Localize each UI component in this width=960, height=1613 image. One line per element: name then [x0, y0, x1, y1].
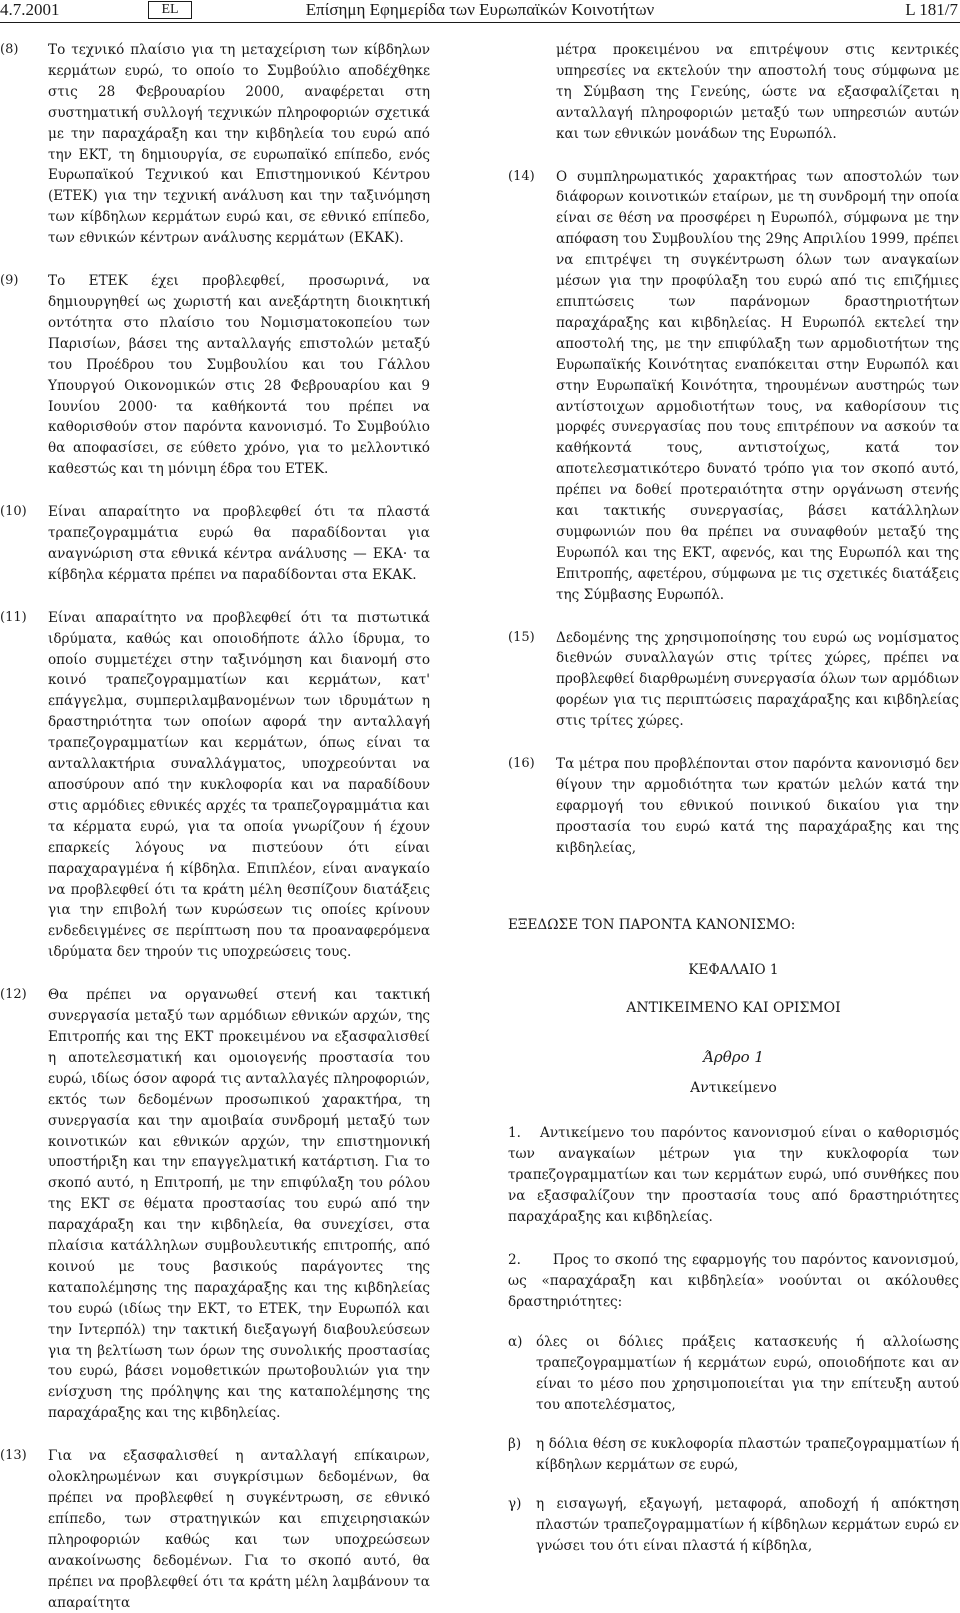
- left-column: [0, 40, 430, 1613]
- recital-text: Το τεχνικό πλαίσιο για τη μεταχείριση των κίβδηλων κερμάτων ευρώ, το οποίο το Συμβούλιο αποδέχθηκε στις 28 Φεβρουαρίου 2000, αναφέρεται στη συστηματική συλλογή τεχνικών πληροφοριών σχετικά με την παραχάραξη και την κιβδηλεία του ευρώ από την ΕΚΤ, τη δημιουργία, σε ευρωπαϊκό επίπεδο, ενός Ευρωπαϊκού Τεχνικού και Επιστημονικού Κέντρου (ΕΤΕΚ) για την τεχνική ανάλυση και την ταξινόμηση των κίβδηλων κερμάτων ευρώ και, σε εθνικό επίπεδο, των εθνικών κέντρων ανάλυσης κερμάτων (ΕΚΑΚ).: [48, 42, 430, 247]
- article-number: Άρθρο 1: [703, 1048, 764, 1067]
- article-paragraph-2: 2. Προς το σκοπό της εφαρμογής του παρόντος κανονισμού, ως «παραχάραξη και κιβδηλεία» νοούνται οι ακόλουθες δραστηριότητες:: [508, 1251, 959, 1310]
- recital-number: (14): [508, 168, 535, 184]
- recital-15: [508, 628, 959, 733]
- recital-text: Είναι απαραίτητο να προβλεφθεί ότι τα πιστωτικά ιδρύματα, καθώς και οποιοδήποτε άλλο ίδρυμα, το οποίο συμμετέχει στην ταξινόμηση και διανομή στο κοινό τραπεζογραμματίων και κερμάτων, κατ' επάγγελμα, συμπεριλαμβανομένων των ιδρυμάτων η δραστηριότητα των οποίων αφορά την ανταλλαγή τραπεζογραμματίων και κερμάτων, όπως είναι τα ανταλλακτήρια συναλλάγματος, υποχρεούνται να αποσύρουν από την κυκλοφορία και να παραδίδουν στις αρμόδιες εθνικές αρχές τα τραπεζογραμμάτια και τα κέρματα ευρώ, για τα οποία γνωρίζουν ή έχουν επαρκείς λόγους να πιστεύουν ότι είναι παραχαραγμένα ή κίβδηλα. Επιπλέον, είναι αναγκαίο να προβλεφθεί ότι τα κράτη μέλη θεσπίζουν διατάξεις για την επιβολή των κυρώσεων τις οποίες κρίνουν ενδεδειγμένες σε περίπτωση που τα προαναφερόμενα ιδρύματα δεν τηρούν τις υποχρεώσεις τους.: [48, 609, 430, 961]
- chapter-number: ΚΕΦΑΛΑΙΟ 1: [688, 961, 779, 978]
- recital-16: [508, 754, 959, 859]
- enacting-formula: ΕΞΕΔΩΣΕ ΤΟΝ ΠΑΡΟΝΤΑ ΚΑΝΟΝΙΣΜΟ:: [508, 916, 796, 933]
- recital-text: μέτρα προκειμένου να επιτρέψουν στις κεντρικές υπηρεσίες να εκτελούν την αποστολή τους σύμφωνα με τη Σύμβαση της Γενεύης, ώστε να εξασφαλίζεται η ανταλλαγή πληροφοριών μεταξύ των υπηρεσιών αυτών και των εθνικών μονάδων της Ευρωπόλ.: [556, 42, 959, 142]
- journal-title: Επίσημη Εφημερίδα των Ευρωπαϊκών Κοινοτήτων: [305, 0, 655, 19]
- list-item-c: [508, 1494, 959, 1557]
- article-title: Αντικείμενο: [690, 1080, 777, 1097]
- recital-text: Δεδομένης της χρησιμοποίησης του ευρώ ως νομίσματος διεθνών συναλλαγών στις τρίτες χώρες, πρέπει να προβλεφθεί διαρθρωμένη συνεργασία όλων των αρμόδιων φορέων για τις περιπτώσεις παραχάραξης και κιβδηλείας στις τρίτες χώρες.: [556, 629, 959, 730]
- header-rule: [0, 22, 960, 23]
- recital-number: (9): [0, 273, 19, 289]
- recital-text: Θα πρέπει να οργανωθεί στενή και τακτική συνεργασία μεταξύ των αρμόδιων εθνικών αρχών, της Επιτροπής και της ΕΚΤ προκειμένου να εξασφαλισθεί η αποτελεσματική και ομοιογενής προστασία του ευρώ, ιδίως όσον αφορά τις ανταλλαγές πληροφοριών, εκτός των δεδομένων προσωπικού χαρακτήρα, τη συνεργασία και την αμοιβαία συνδρομή μεταξύ των κοινοτικών και εθνικών αρχών, την επιστημονική υποστήριξη και την επαγγελματική κατάρτιση. Για το σκοπό αυτό, η Επιτροπή, με την επιφύλαξη του ρόλου της ΕΚΤ σε θέματα προστασίας του ευρώ από την παραχάραξη και την κιβδηλεία, θα συνεχίσει, στα πλαίσια κατάλληλων συμβουλευτικής επιτροπής, από κοινού με τους βασικούς παράγοντες της καταπολέμησης της παραχάραξης και της κιβδηλείας του ευρώ (ιδίως την ΕΚΤ, το ΕΤΕΚ, την Ευρωπόλ και την Ιντερπόλ) την τακτική διεξαγωγή διαβουλεύσεων για τη βελτίωση των όρων της συνολικής προστασίας του ευρώ, βάσει νομοθετικών πρωτοβουλιών για την ενίσχυση της πρόληψης και της καταπολέμησης της παραχάραξης και της κιβδηλείας.: [48, 987, 430, 1422]
- list-item-label: α): [508, 1334, 523, 1351]
- recital-text: Για να εξασφαλισθεί η ανταλλαγή επίκαιρων, ολοκληρωμένων και συγκρίσιμων δεδομένων, θα πρέπει να προβλεφθεί η συγκέντρωση, σε εθνικό επίπεδο, των στρατηγικών και επιχειρησιακών πληροφοριών καθώς και των υποχρεώσεων ανακοίνωσης δεδομένων. Για το σκοπό αυτό, θα πρέπει να προβλεφθεί ότι τα κράτη μέλη λαμβάνουν τα απαραίτητα: [48, 1448, 430, 1611]
- recital-12: [0, 985, 430, 1424]
- list-item-text: όλες οι δόλιες πράξεις κατασκευής ή αλλοίωσης τραπεζογραμματίων ή κερμάτων ευρώ, οποιοδήποτε και αν είναι το μέσο που χρησιμοποιείται για την επίτευξη αυτού του αποτελέσματος,: [536, 1334, 959, 1414]
- page-header: [0, 0, 960, 22]
- recital-text: Ο συμπληρωματικός χαρακτήρας των αποστολών των διάφορων κοινοτικών εταίρων, με τη συνδρομή την οποία είναι σε θέση να προσφέρει η Ευρωπόλ, σύμφωνα με την απόφαση του Συμβουλίου της 29ης Απριλίου 1999, πρέπει να επιτρέψει τη συγκέντρωση όλων των αναγκαίων μέσων για την προφύλαξη του ευρώ από τις επιζήμιες επιπτώσεις των παράνομων δραστηριοτήτων παραχάραξης και κιβδηλείας. Η Ευρωπόλ εκτελεί την αποστολή της, με την επιφύλαξη των αρμοδιοτήτων της Ευρωπαϊκής Κοινότητας εναπόκειται στην Ευρωπόλ και στην Ευρωπαϊκή Κοινότητα, τηρουμένων αυστηρώς των αντίστοιχων αρμοδιοτήτων τους, να καθορίσουν τις μορφές συνεργασίας που τους επιτρέπουν να ασκούν τα καθήκοντά τους, αντιστοίχως, κατά τον αποτελεσματικότερο δυνατό τρόπο για τον σκοπό αυτό, πρέπει να δοθεί προτεραιότητα στην οργάνωση στενής και τακτικής συνεργασίας, βάσει κατάλληλων συμφωνιών που θα πρέπει να συναφθούν μεταξύ της Ευρωπόλ και της ΕΚΤ, αφενός, και της Ευρωπόλ και της Επιτροπής, αφετέρου, σύμφωνα με τις σχετικές διατάξεις της Σύμβασης Ευρωπόλ.: [556, 168, 959, 603]
- recital-13-continuation: [508, 40, 959, 145]
- recital-9: [0, 271, 430, 480]
- chapter-title: ΑΝΤΙΚΕΙΜΕΝΟ ΚΑΙ ΟΡΙΣΜΟΙ: [626, 1000, 841, 1017]
- recital-number: (8): [0, 42, 19, 57]
- recital-text: Είναι απαραίτητο να προβλεφθεί ότι τα πλαστά τραπεζογραμμάτια ευρώ θα παραδίδονται για αναγνώριση στα εθνικά κέντρα ανάλυσης — ΕΚΑ· τα κίβδηλα κέρματα πρέπει να παραδίδονται στα ΕΚΑΚ.: [48, 504, 430, 583]
- recital-number: (15): [508, 629, 535, 645]
- list-item-text: η εισαγωγή, εξαγωγή, μεταφορά, αποδοχή ή απόκτηση πλαστών τραπεζογραμματίων ή κίβδηλων κερμάτων ευρώ εν γνώσει του ότι είναι πλαστά ή κίβδηλα,: [536, 1495, 959, 1554]
- recital-number: (10): [0, 504, 27, 520]
- list-item-label: β): [508, 1436, 522, 1453]
- list-item-label: γ): [508, 1495, 522, 1512]
- recital-number: (13): [0, 1448, 27, 1464]
- article-paragraph-1: 1. Αντικείμενο του παρόντος κανονισμού είναι ο καθορισμός των αναγκαίων μέτρων για την κυκλοφορία των τραπεζογραμματίων και των κερμάτων ευρώ, υπό συνθήκες που να εξασφαλίζουν την προστασία τους από δραστηριότητες παραχάραξης και κιβδηλείας.: [508, 1125, 959, 1225]
- recital-10: [0, 502, 430, 586]
- page-number: L 181/7: [905, 0, 958, 19]
- list-item-b: [508, 1434, 959, 1476]
- recital-number: (11): [0, 609, 27, 625]
- recital-number: (16): [508, 756, 535, 772]
- list-item-text: η δόλια θέση σε κυκλοφορία πλαστών τραπεζογραμματίων ή κίβδηλων κερμάτων σε ευρώ,: [536, 1436, 959, 1473]
- recital-14: [508, 167, 959, 606]
- recital-13: [0, 1446, 430, 1613]
- language-box: EL: [148, 1, 192, 19]
- recital-text: Τα μέτρα που προβλέπονται στον παρόντα κανονισμό δεν θίγουν την αρμοδιότητα των κρατών μελών κατά την εφαρμογή του εθνικού ποινικού δικαίου για την προστασία του ευρώ κατά της παραχάραξης και της κιβδηλείας,: [556, 756, 959, 856]
- right-column: [508, 40, 959, 1557]
- recital-8: [0, 40, 430, 249]
- publication-date: 4.7.2001: [0, 0, 60, 19]
- recital-number: (12): [0, 987, 27, 1003]
- recital-text: Το ΕΤΕΚ έχει προβλεφθεί, προσωρινά, να δημιουργηθεί ως χωριστή και ανεξάρτητη διοικητική οντότητα στο πλαίσιο του Νομισματοκοπείου των Παρισίων, βάσει της ανταλλαγής επιστολών μεταξύ του Προέδρου του Συμβουλίου και του Γάλλου Υπουργού Οικονομικών στις 28 Φεβρουαρίου και 9 Ιουνίου 2000· τα καθήκοντά του πρέπει να καθορισθούν στον παρόντα κανονισμό. Το Συμβούλιο θα αποφασίσει, σε εύθετο χρόνο, για το μελλοντικό καθεστώς και τη μόνιμη έδρα του ΕΤΕΚ.: [48, 273, 430, 478]
- recital-11: [0, 608, 430, 963]
- list-item-a: [508, 1332, 959, 1416]
